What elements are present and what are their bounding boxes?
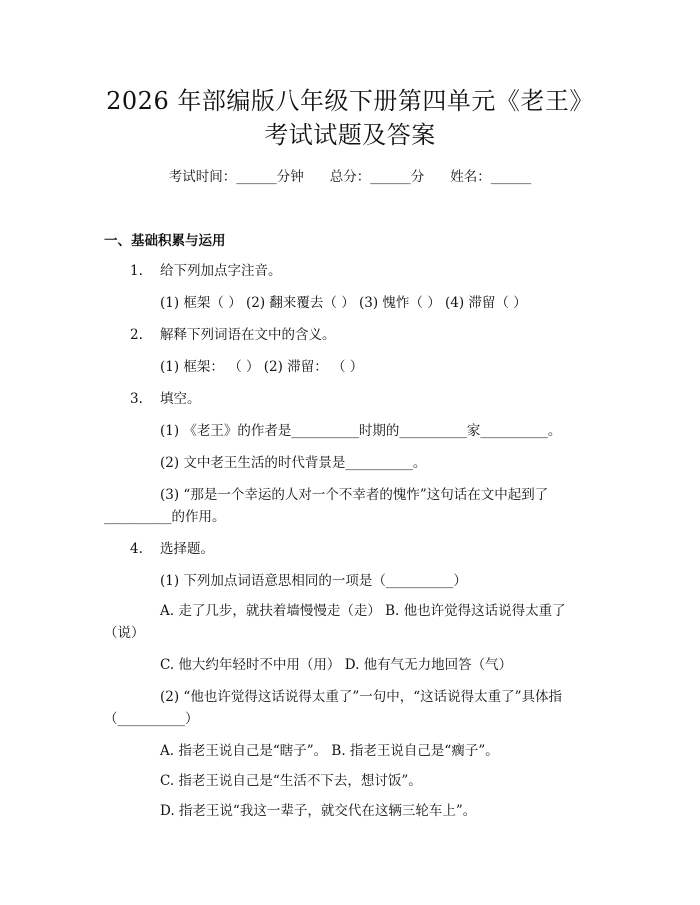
question-1 (130, 262, 700, 280)
student-name: 姓名：______ (450, 169, 532, 185)
option-a-b: A. 走了几步，就扶着墙慢慢走（走） B. 他也许觉得这话说得太重了 (160, 603, 566, 619)
question-4-2-continued: （__________） (104, 711, 199, 727)
question-3-1: (1) 《老王》的作者是__________时期的__________家__________。 (160, 423, 562, 439)
question-2-items: (1) 框架： （ ） (2) 滞留： （ ） (160, 359, 364, 375)
question-number: 3. (130, 391, 143, 407)
option-d: D. 指老王说“我这一辈子，就交代在这辆三轮车上”。 (160, 803, 477, 819)
question-text: 选择题。 (160, 541, 214, 557)
exam-score: 总分：______分 (329, 169, 425, 185)
question-3-2: (2) 文中老王生活的时代背景是__________。 (160, 455, 427, 471)
exam-time: 考试时间：______分钟 (168, 169, 304, 185)
question-number: 2. (130, 327, 143, 343)
question-3-3-continued: __________的作用。 (104, 509, 226, 525)
option-c-d: C. 他大约年轻时不中用（用） D. 他有气无力地回答（气） (160, 657, 513, 673)
question-number: 1. (130, 263, 143, 279)
page-subtitle: 考试试题及答案 (264, 121, 436, 149)
question-text: 填空。 (160, 391, 201, 407)
question-3 (130, 390, 700, 408)
option-c: C. 指老王说自己是“生活不下去，想讨饭”。 (160, 773, 422, 789)
question-number: 4. (130, 541, 143, 557)
page-title: 2026 年部编版八年级下册第四单元《老王》 (106, 87, 594, 115)
question-3-3: (3) “那是一个幸运的人对一个不幸者的愧怍”这句话在文中起到了 (160, 487, 549, 503)
option-b-continued: （说） (104, 625, 145, 641)
option-a-b: A. 指老王说自己是“瞎子”。 B. 指老王说自己是“瘸子”。 (160, 743, 499, 759)
question-4 (130, 540, 700, 558)
question-2 (130, 326, 700, 344)
question-text: 解释下列词语在文中的含义。 (160, 327, 336, 343)
exam-meta (0, 168, 700, 186)
question-4-2: (2) “他也许觉得这话说得太重了”一句中，“这话说得太重了”具体指 (160, 689, 563, 705)
question-1-items: (1) 框架（ ） (2) 翻来覆去（ ） (3) 愧怍（ ） (4) 滞留（ ） (160, 295, 527, 311)
section-heading: 一、基础积累与运用 (104, 233, 226, 249)
question-text: 给下列加点字注音。 (160, 263, 282, 279)
question-4-1: (1) 下列加点词语意思相同的一项是（__________） (160, 573, 467, 589)
